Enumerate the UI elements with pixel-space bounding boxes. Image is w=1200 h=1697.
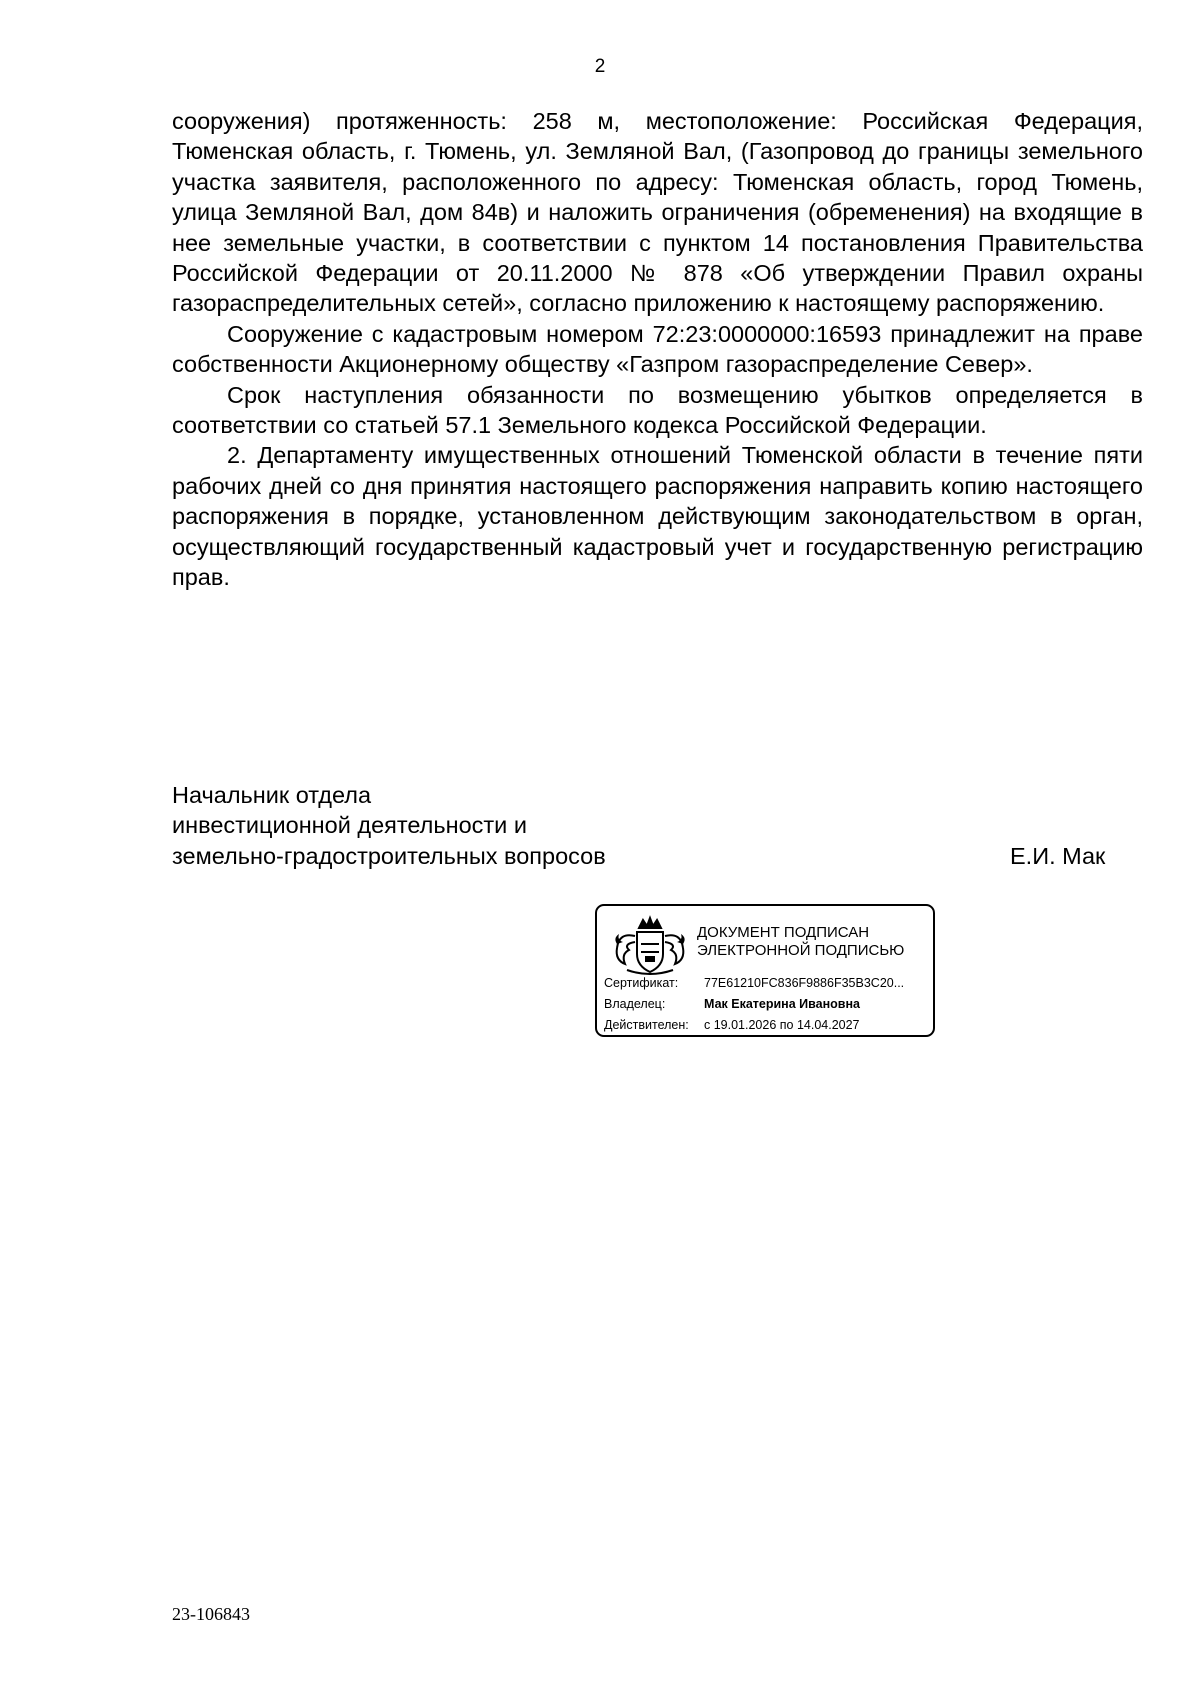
validity-value: с 19.01.2026 по 14.04.2027 xyxy=(704,1018,860,1032)
document-body xyxy=(172,106,1143,593)
page-number: 2 xyxy=(594,56,606,77)
owner-row xyxy=(604,997,860,1011)
certificate-row xyxy=(604,976,904,990)
document-code: 23-106843 xyxy=(172,1604,250,1624)
paragraph-1: сооружения) протяженность: 258 м, местоположение: Российская Федерация, Тюменская область, г. Тюмень, ул. Земляной Вал, (Газопровод до границы земельного участка заявителя, расположенного по адресу: Тюменская область, город Тюмень, улица Земляной Вал, дом 84в) и наложить ограничения (обременения) на входящие в нее земельные участки, в соответствии с пунктом 14 постановления Правительства Российской Федерации от 20.11.2000 № 878 «Об утверждении Правил охраны газораспределительных сетей», согласно приложению к настоящему распоряжению. xyxy=(172,108,1143,317)
paragraph-2: Сооружение с кадастровым номером 72:23:0000000:16593 принадлежит на праве собственности Акционерному обществу «Газпром газораспределение Север». xyxy=(172,320,1143,378)
electronic-signature-stamp xyxy=(595,904,935,1037)
signer-position-line: Начальник отдела xyxy=(172,782,372,808)
certificate-value: 77E61210FC836F9886F35B3C20... xyxy=(704,976,905,990)
signer-position-line: земельно-градостроительных вопросов xyxy=(172,842,606,869)
owner-label: Владелец: xyxy=(604,997,666,1011)
certificate-label: Сертификат: xyxy=(604,976,679,990)
coat-of-arms-icon xyxy=(609,914,691,978)
signer-position xyxy=(172,780,606,871)
signer-name: Е.И. Мак xyxy=(1010,843,1106,869)
owner-value: Мак Екатерина Ивановна xyxy=(704,997,860,1011)
signer-position-line: инвестиционной деятельности и xyxy=(172,812,527,839)
paragraph-3: Срок наступления обязанности по возмещению убытков определяется в соответствии со статьей 57.1 Земельного кодекса Российской Федерации. xyxy=(172,381,1143,439)
validity-label: Действителен: xyxy=(604,1018,689,1032)
paragraph-4: 2. Департаменту имущественных отношений Тюменской области в течение пяти рабочих дней со дня принятия настоящего распоряжения направить копию настоящего распоряжения в порядке, установленном действующим законодательством в орган, осуществляющий государственный кадастровый учет и государственную регистрацию прав. xyxy=(172,442,1143,591)
stamp-title: ДОКУМЕНТ ПОДПИСАН ЭЛЕКТРОННОЙ ПОДПИСЬЮ xyxy=(697,924,905,959)
validity-row xyxy=(604,1018,860,1032)
